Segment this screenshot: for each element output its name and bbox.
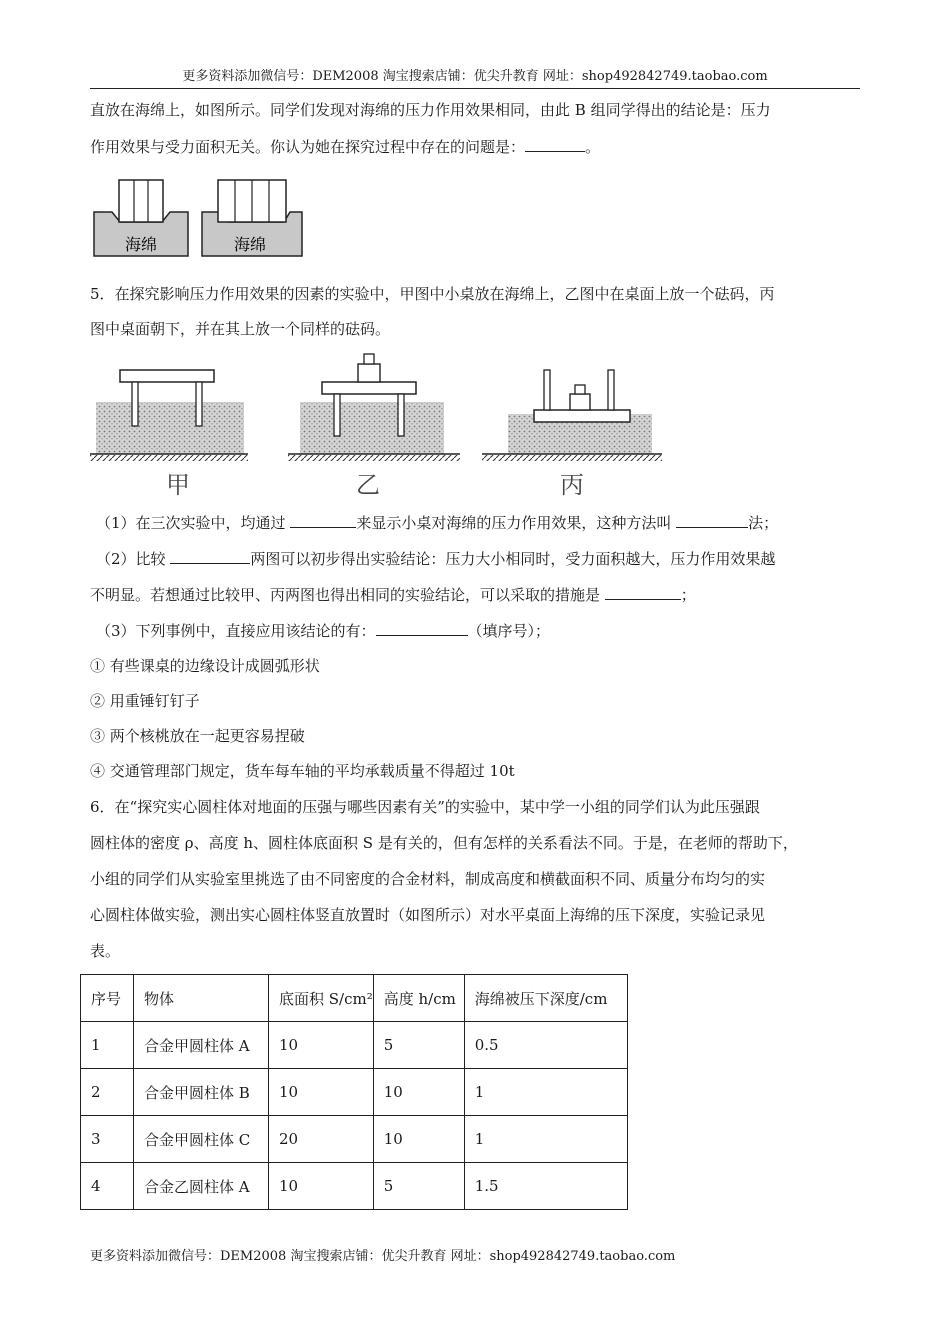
table-cell: 2 — [81, 1069, 134, 1116]
table-cell: 合金甲圆柱体 A — [134, 1022, 269, 1069]
q6-line3: 小组的同学们从实验室里挑选了由不同密度的合金材料，制成高度和横截面积不同、质量分布均匀的实 — [90, 870, 766, 888]
table-cell: 4 — [81, 1163, 134, 1210]
q6-line4: 心圆柱体做实验，测出实心圆柱体竖直放置时（如图所示）对水平桌面上海绵的压下深度，实验记录见 — [90, 906, 766, 924]
figure-label-bing: 丙 — [560, 471, 584, 499]
sponge-blocks-figure — [92, 178, 304, 260]
answer-blank[interactable] — [525, 137, 585, 152]
answer-blank[interactable] — [676, 513, 748, 528]
answer-blank[interactable] — [605, 585, 681, 600]
answer-blank[interactable] — [376, 621, 468, 636]
table-cell: 5 — [373, 1163, 464, 1210]
q5-line2: 图中桌面朝下，并在其上放一个同样的砝码。 — [90, 320, 391, 338]
figure-label-yi: 乙 — [356, 471, 380, 499]
table-cell: 5 — [373, 1022, 464, 1069]
sponge-label-right: 海绵 — [233, 235, 267, 254]
figure-label-jia: 甲 — [166, 471, 190, 499]
option-3: ③ 两个核桃放在一起更容易捏破 — [90, 727, 305, 745]
q6-line2: 圆柱体的密度 ρ、高度 h、圆柱体底面积 S 是有关的，但有怎样的关系看法不同。于是，在老师的帮助下， — [90, 834, 798, 852]
q5-line1: 5．在探究影响压力作用效果的因素的实验中，甲图中小桌放在海绵上，乙图中在桌面上放一个砝码，丙 — [90, 285, 775, 303]
q4-line1: 直放在海绵上，如图所示。同学们发现对海绵的压力作用效果相同，由此 B 组同学得出的结论是：压力 — [90, 101, 771, 119]
table-cell: 1.5 — [464, 1163, 627, 1210]
table-cell: 合金甲圆柱体 C — [134, 1116, 269, 1163]
table-header-cell: 海绵被压下深度/cm — [464, 975, 627, 1022]
table-cell: 1 — [81, 1022, 134, 1069]
table-cell: 合金乙圆柱体 A — [134, 1163, 269, 1210]
table-row — [81, 1022, 628, 1069]
table-header-cell: 高度 h/cm — [373, 975, 464, 1022]
q5-subq1: （1）在三次实验中，均通过 来显示小桌对海绵的压力作用效果，这种方法叫 法； — [96, 514, 779, 532]
q4-line2: 作用效果与受力面积无关。你认为她在探究过程中存在的问题是： 。 — [90, 138, 601, 156]
q5-subq2: （2）比较 两图可以初步得出实验结论：压力大小相同时，受力面积越大，压力作用效果越 — [96, 550, 776, 568]
sponge-label-left: 海绵 — [124, 235, 158, 254]
answer-blank[interactable] — [290, 513, 356, 528]
option-1: ① 有些课桌的边缘设计成圆弧形状 — [90, 657, 320, 675]
small-table-experiment-figure — [88, 350, 668, 500]
table-header-cell: 物体 — [134, 975, 269, 1022]
table-header-cell: 序号 — [81, 975, 134, 1022]
table-cell: 10 — [373, 1116, 464, 1163]
q6-line5: 表。 — [90, 942, 121, 960]
table-cell: 3 — [81, 1116, 134, 1163]
table-cell: 0.5 — [464, 1022, 627, 1069]
table-cell: 10 — [269, 1069, 374, 1116]
table-cell: 1 — [464, 1069, 627, 1116]
table-cell: 20 — [269, 1116, 374, 1163]
q5-subq3: （3）下列事例中，直接应用该结论的有： （填序号）； — [96, 622, 551, 640]
table-header-cell: 底面积 S/cm² — [269, 975, 374, 1022]
table-row — [81, 1163, 628, 1210]
header-divider — [90, 88, 860, 89]
q6-line1: 6．在“探究实心圆柱体对地面的压强与哪些因素有关”的实验中，某中学一小组的同学们认为此压强跟 — [90, 798, 760, 816]
table-row — [81, 1069, 628, 1116]
option-4: ④ 交通管理部门规定，货车每车轴的平均承载质量不得超过 10t — [90, 762, 515, 780]
page-footer: 更多资料添加微信号：DEM2008 淘宝搜索店铺：优尖升教育 网址：shop492842749.taobao.com — [90, 1249, 676, 1264]
table-cell: 1 — [464, 1116, 627, 1163]
table-cell: 合金甲圆柱体 B — [134, 1069, 269, 1116]
table-cell: 10 — [269, 1163, 374, 1210]
q5-subq2-line2: 不明显。若想通过比较甲、丙两图也得出相同的实验结论，可以采取的措施是 ； — [90, 586, 696, 604]
table-cell: 10 — [269, 1022, 374, 1069]
answer-blank[interactable] — [170, 549, 250, 564]
table-cell: 10 — [373, 1069, 464, 1116]
experiment-table — [80, 974, 628, 1210]
page-header: 更多资料添加微信号：DEM2008 淘宝搜索店铺：优尖升教育 网址：shop492842749.taobao.com — [182, 69, 768, 84]
option-2: ② 用重锤钉钉子 — [90, 692, 200, 710]
table-header-row — [81, 975, 628, 1022]
table-row — [81, 1116, 628, 1163]
